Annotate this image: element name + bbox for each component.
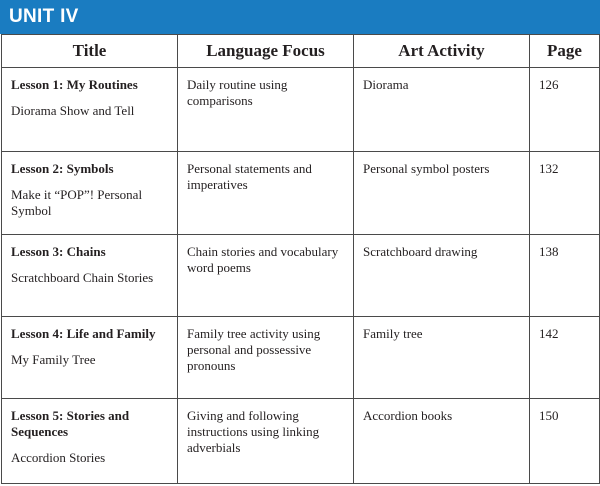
table-header-row (2, 35, 600, 68)
title-cell (2, 68, 178, 152)
unit-title: UNIT IV (9, 6, 79, 27)
table-row (2, 399, 600, 484)
art-activity-cell: Scratchboard drawing (354, 235, 530, 317)
title-cell (2, 399, 178, 484)
page-cell: 142 (530, 317, 600, 399)
lesson-title: Lesson 5: Stories and Sequences (11, 408, 130, 439)
title-cell (2, 152, 178, 235)
lesson-subtitle: Accordion Stories (11, 450, 106, 465)
lesson-title: Lesson 2: Symbols (11, 161, 114, 176)
lesson-subtitle: Scratchboard Chain Stories (11, 270, 154, 285)
table-row (2, 317, 600, 399)
language-focus-cell: Family tree activity using personal and possessive pronouns (178, 317, 354, 399)
art-activity-cell: Personal symbol posters (354, 152, 530, 235)
header-title: Title (2, 35, 178, 68)
lesson-subtitle: Make it “POP”! Personal Symbol (11, 187, 143, 218)
art-activity-cell: Diorama (354, 68, 530, 152)
language-focus-cell: Giving and following instructions using linking adverbials (178, 399, 354, 484)
lesson-subtitle: My Family Tree (11, 352, 96, 367)
table-row (2, 235, 600, 317)
title-cell (2, 317, 178, 399)
header-page: Page (530, 35, 600, 68)
lesson-title: Lesson 4: Life and Family (11, 326, 156, 341)
page-cell: 150 (530, 399, 600, 484)
header-art-activity: Art Activity (354, 35, 530, 68)
title-cell (2, 235, 178, 317)
lesson-title: Lesson 3: Chains (11, 244, 106, 259)
page-cell: 132 (530, 152, 600, 235)
lesson-subtitle: Diorama Show and Tell (11, 103, 135, 118)
art-activity-cell: Accordion books (354, 399, 530, 484)
table-row (2, 152, 600, 235)
header-language-focus: Language Focus (178, 35, 354, 68)
lesson-title: Lesson 1: My Routines (11, 77, 138, 92)
unit-header (0, 0, 600, 34)
lessons-table (1, 34, 600, 484)
language-focus-cell: Chain stories and vocabulary word poems (178, 235, 354, 317)
table-row (2, 68, 600, 152)
page-cell: 138 (530, 235, 600, 317)
page-cell: 126 (530, 68, 600, 152)
language-focus-cell: Daily routine using comparisons (178, 68, 354, 152)
language-focus-cell: Personal statements and imperatives (178, 152, 354, 235)
art-activity-cell: Family tree (354, 317, 530, 399)
